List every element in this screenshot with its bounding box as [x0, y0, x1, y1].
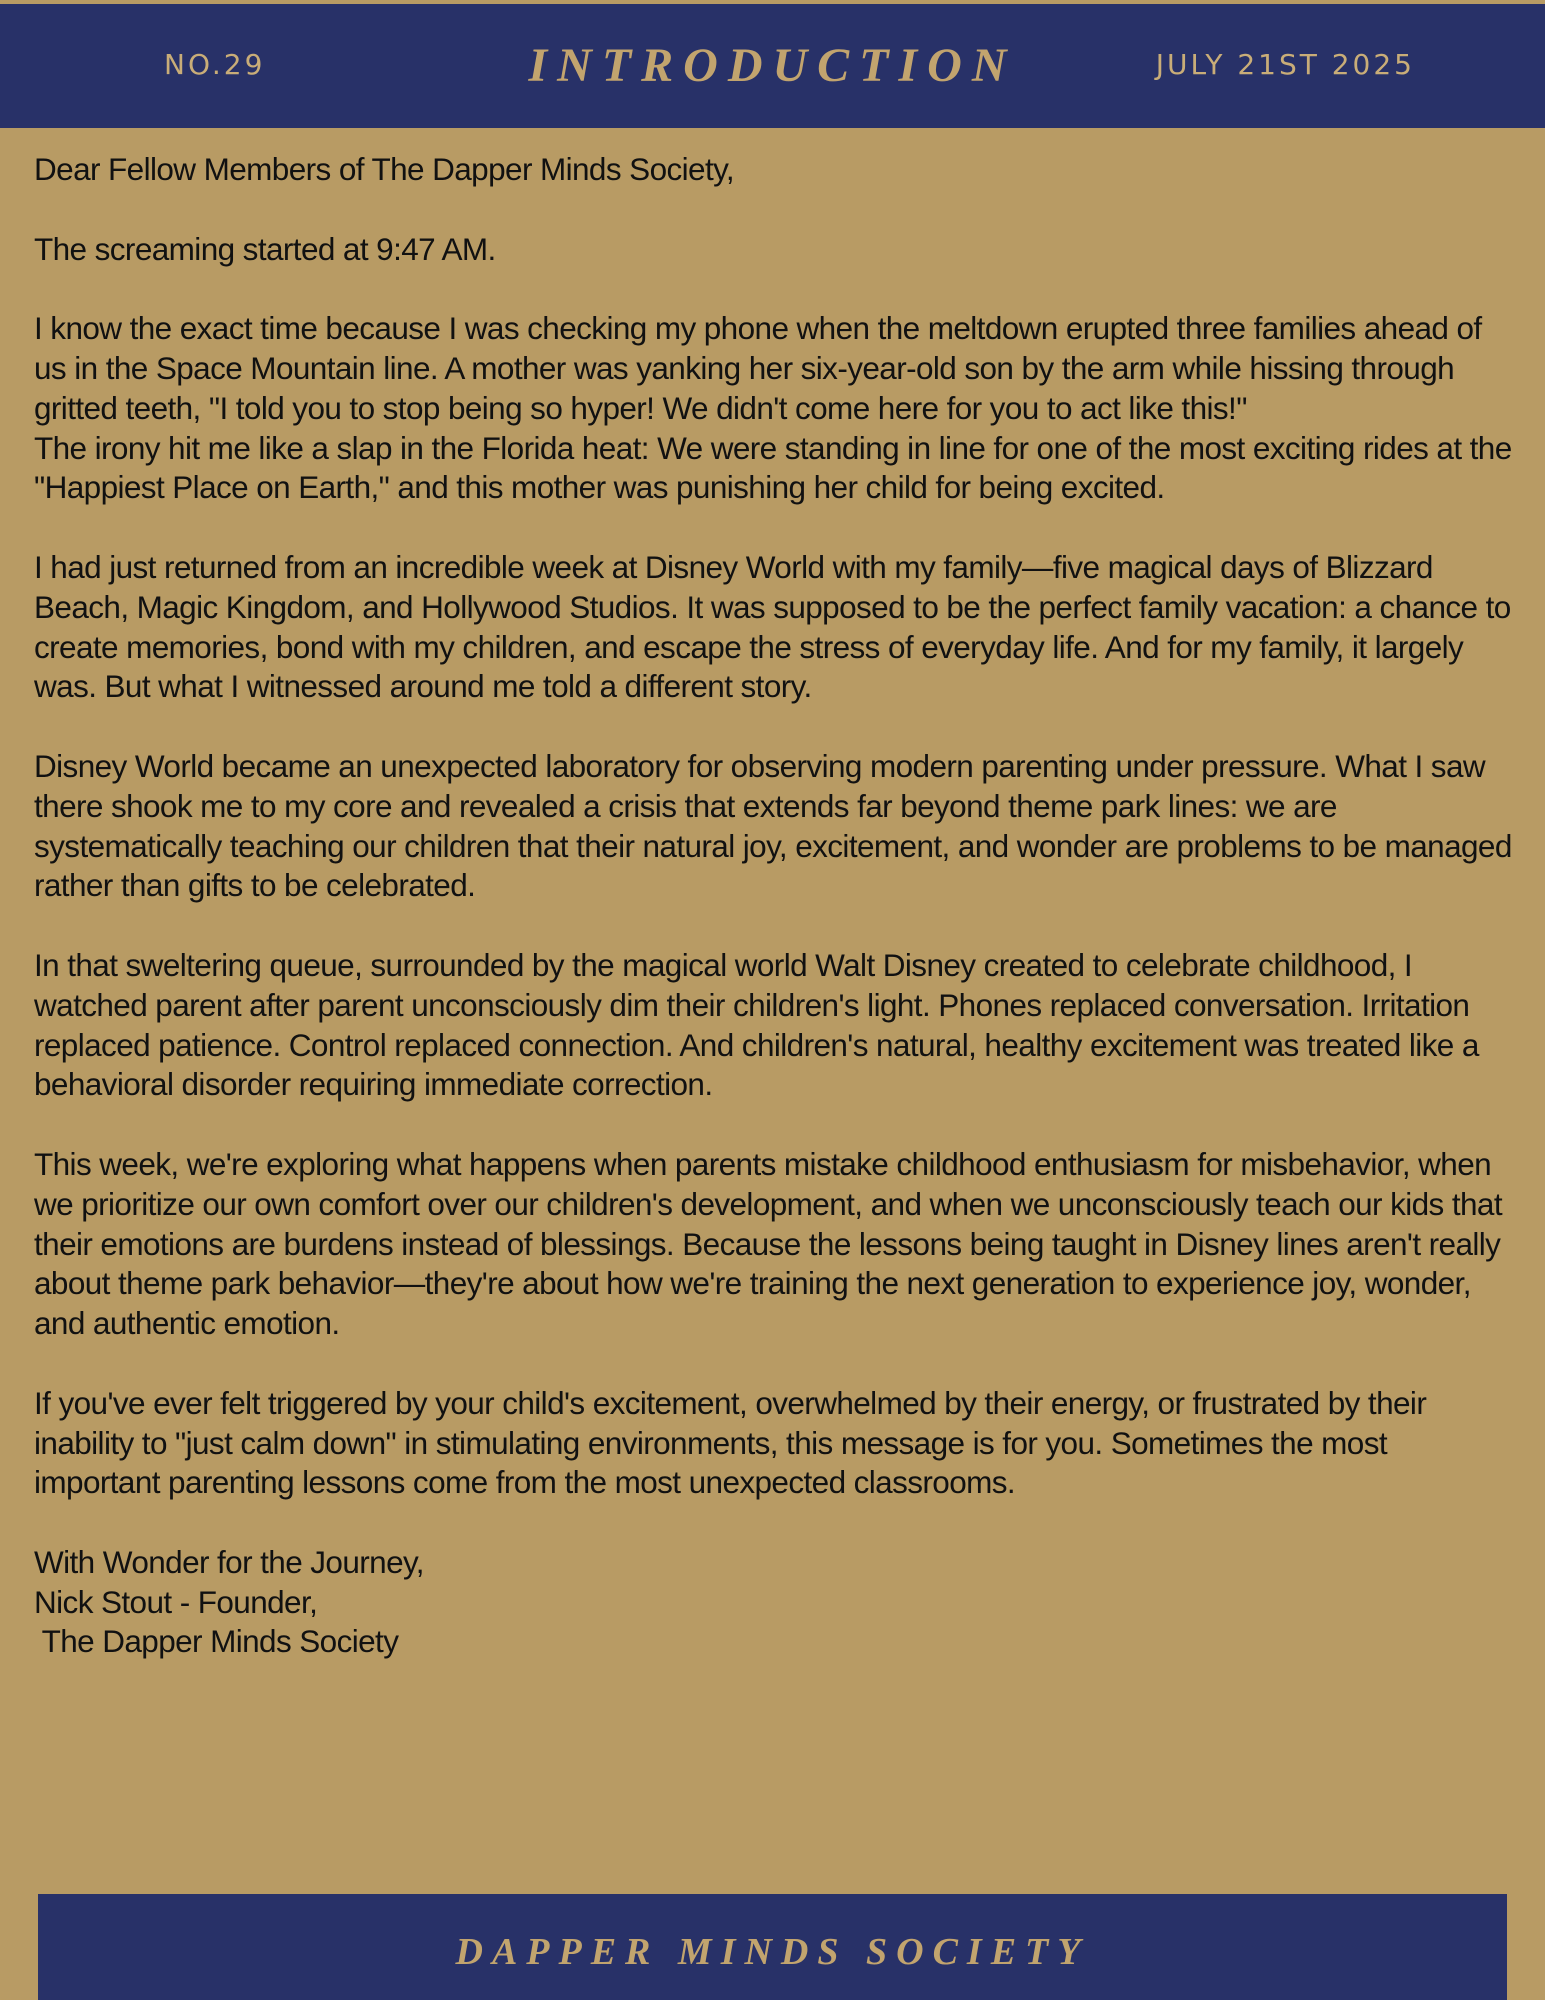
footer-brand: DAPPER MINDS SOCIETY	[455, 1931, 1090, 1973]
signoff-organization: The Dapper Minds Society	[34, 1623, 399, 1660]
paragraph: The screaming started at 9:47 AM.	[34, 230, 496, 267]
paragraph: I had just returned from an incredible week at Disney World with my family—five magical days of Blizzard Beach, Magic Kingdom, and Hollywood Studios. It was supposed to be the perfect family vacation: a chance to create memories, bond with my children, and escape the stress of everyday life. And for my family, it largely was. But what I witnessed around me told a different story.	[34, 548, 1511, 705]
page-footer	[38, 1894, 1507, 2000]
issue-date: JULY 21ST 2025	[1155, 48, 1415, 81]
paragraph: If you've ever felt triggered by your child's excitement, overwhelmed by their energy, or frustrated by their inability to "just calm down" in stimulating environments, this message is for you. Sometimes the most important parenting lessons come from the most unexpected classrooms.	[34, 1384, 1427, 1501]
paragraph: This week, we're exploring what happens when parents mistake childhood enthusiasm for misbehavior, when we prioritize our own comfort over our children's development, and when we unconsciously teach our kids that their emotions are burdens instead of blessings. Because the lessons being taught in Disney lines aren't really about theme park behavior—they're about how we're training the next generation to experience joy, wonder, and authentic emotion.	[34, 1145, 1502, 1342]
salutation: Dear Fellow Members of The Dapper Minds Society,	[34, 151, 735, 187]
paragraph: In that sweltering queue, surrounded by the magical world Walt Disney created to celebrate childhood, I watched parent after parent unconsciously dim their children's light. Phones replaced conversation. Irritation replaced patience. Control replaced connection. And children's natural, healthy excitement was treated like a behavioral disorder requiring immediate correction.	[34, 946, 1479, 1103]
paragraph: Disney World became an unexpected laboratory for observing modern parenting under pressure. What I saw there shook me to my core and revealed a crisis that extends far beyond theme park lines: we are systematically teaching our children that their natural joy, excitement, and wonder are problems to be managed rather than gifts to be celebrated.	[34, 747, 1512, 904]
section-title: INTRODUCTION	[528, 39, 1017, 92]
signoff	[34, 1543, 1514, 1662]
page-header	[0, 4, 1545, 128]
issue-number: NO.29	[164, 48, 266, 81]
signoff-closing: With Wonder for the Journey,	[34, 1543, 424, 1580]
signoff-author: Nick Stout - Founder,	[34, 1583, 318, 1620]
letter-body	[34, 150, 1514, 1662]
paragraph: The irony hit me like a slap in the Florida heat: We were standing in line for one of the most exciting rides at the "Happiest Place on Earth," and this mother was punishing her child for being excited.	[34, 429, 1512, 506]
paragraph: I know the exact time because I was checking my phone when the meltdown erupted three families ahead of us in the Space Mountain line. A mother was yanking her six-year-old son by the arm while hissing through gritted teeth, "I told you to stop being so hyper! We didn't come here for you to act like this!"	[34, 310, 1482, 426]
